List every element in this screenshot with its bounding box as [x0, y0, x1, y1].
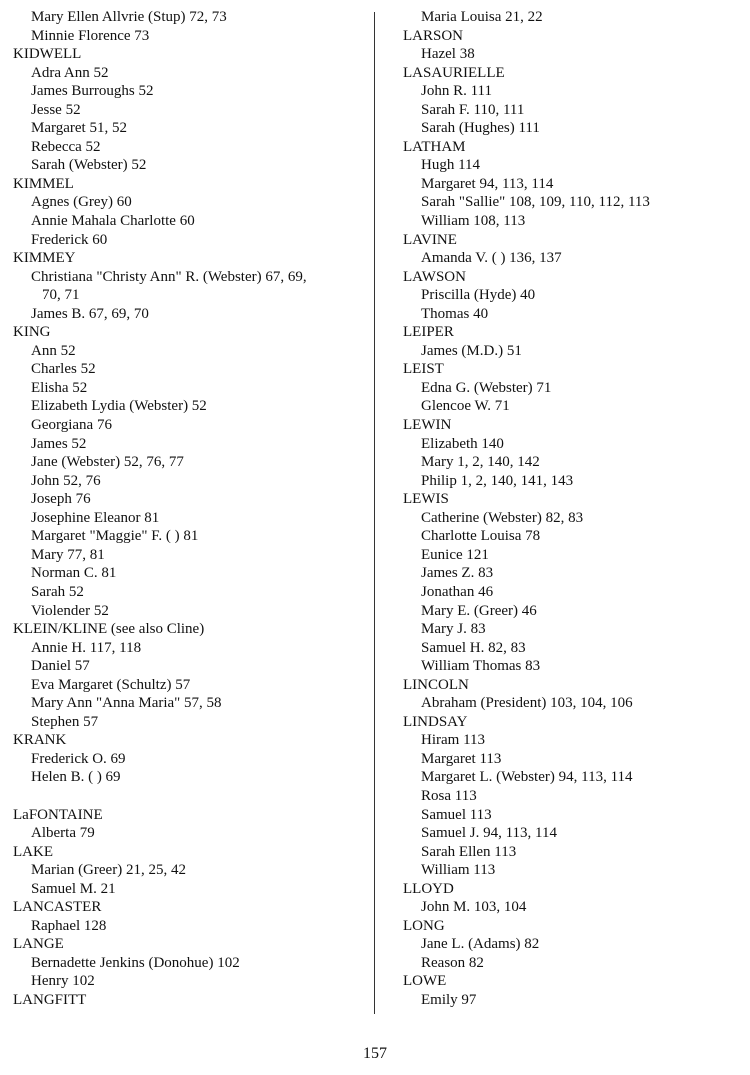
index-entry: Alberta 79	[31, 825, 95, 842]
index-entry: Annie Mahala Charlotte 60	[31, 213, 195, 230]
index-entry: Edna G. (Webster) 71	[421, 379, 552, 396]
surname-heading: LOWE	[403, 973, 447, 990]
surname-heading: LINCOLN	[403, 676, 469, 693]
index-entry: Annie H. 117, 118	[31, 639, 142, 656]
surname-heading: LONG	[403, 917, 445, 934]
index-entry: Samuel H. 82, 83	[421, 639, 526, 656]
index-entry: Frederick 60	[31, 231, 108, 248]
surname-heading: KIMMEY	[13, 250, 76, 267]
index-entry: Samuel 113	[421, 806, 492, 823]
index-entry: Marian (Greer) 21, 25, 42	[31, 862, 186, 879]
index-entry: William 113	[421, 862, 496, 879]
index-entry: Margaret 51, 52	[31, 120, 127, 137]
surname-heading: LEIPER	[403, 324, 454, 341]
index-entry: Reason 82	[421, 954, 484, 971]
index-entry: Margaret 94, 113, 114	[421, 175, 554, 192]
index-entry: John R. 111	[421, 83, 492, 100]
surname-heading: LANCASTER	[13, 899, 102, 916]
index-entry: Hugh 114	[421, 157, 481, 174]
index-entry: Jonathan 46	[421, 583, 494, 600]
index-entry: Philip 1, 2, 140, 141, 143	[421, 472, 574, 489]
index-entry: Amanda V. ( ) 136, 137	[421, 250, 562, 267]
index-entry: John 52, 76	[31, 472, 101, 489]
index-entry: Sarah F. 110, 111	[421, 101, 525, 118]
index-entry: Emily 97	[421, 991, 477, 1008]
surname-heading: KING	[13, 324, 51, 341]
index-entry: Elizabeth 140	[421, 435, 504, 452]
index-entry: Sarah (Webster) 52	[31, 157, 147, 174]
index-entry: Rosa 113	[421, 787, 477, 804]
surname-heading: LaFONTAINE	[13, 806, 103, 823]
index-entry: Hiram 113	[421, 732, 486, 749]
index-entry: Maria Louisa 21, 22	[421, 9, 543, 25]
index-entry: Violender 52	[31, 602, 109, 619]
index-entry: Raphael 128	[31, 917, 107, 934]
index-entry: Margaret "Maggie" F. ( ) 81	[31, 528, 199, 545]
index-entry: James Burroughs 52	[31, 83, 154, 100]
surname-heading: KIDWELL	[13, 46, 82, 63]
index-entry: Agnes (Grey) 60	[31, 194, 132, 211]
index-entry: Priscilla (Hyde) 40	[421, 287, 536, 304]
index-entry: Bernadette Jenkins (Donohue) 102	[31, 954, 240, 971]
index-entry: Mary 1, 2, 140, 142	[421, 454, 540, 471]
index-entry: Margaret 113	[421, 750, 502, 767]
index-entry: Thomas 40	[421, 305, 489, 322]
surname-heading: KLEIN/KLINE (see also Cline)	[13, 621, 205, 638]
surname-heading: KRANK	[13, 732, 67, 749]
surname-heading: LARSON	[403, 27, 464, 44]
index-entry: John M. 103, 104	[421, 899, 527, 916]
surname-heading: LLOYD	[403, 880, 454, 897]
index-entry-continuation: 70, 71	[42, 287, 80, 304]
index-entry: Jane (Webster) 52, 76, 77	[31, 454, 184, 471]
index-entry: Charlotte Louisa 78	[421, 528, 541, 545]
index-entry: Sarah Ellen 113	[421, 843, 517, 860]
index-entry: Josephine Eleanor 81	[31, 509, 160, 526]
index-entry: Sarah (Hughes) 111	[421, 120, 540, 137]
surname-heading: LASAURIELLE	[403, 64, 505, 81]
index-entry: Helen B. ( ) 69	[31, 769, 121, 786]
surname-heading: LEWIN	[403, 417, 452, 434]
index-column-right	[403, 8, 743, 1010]
index-entry: Hazel 38	[421, 46, 475, 63]
index-entry: Catherine (Webster) 82, 83	[421, 509, 584, 526]
index-entry: Henry 102	[31, 973, 95, 990]
index-entry: Elisha 52	[31, 379, 88, 396]
index-entry: James Z. 83	[421, 565, 494, 582]
index-entry: Frederick O. 69	[31, 750, 126, 767]
surname-heading: LEIST	[403, 361, 444, 378]
index-entry: Mary E. (Greer) 46	[421, 602, 537, 619]
index-entry: Samuel J. 94, 113, 114	[421, 825, 557, 842]
index-entry: Abraham (President) 103, 104, 106	[421, 695, 633, 712]
surname-heading: KIMMEL	[13, 175, 74, 192]
index-entry: Elizabeth Lydia (Webster) 52	[31, 398, 207, 415]
index-entry: Ann 52	[31, 342, 76, 359]
index-entry: William Thomas 83	[421, 658, 541, 675]
index-entry: Mary Ann "Anna Maria" 57, 58	[31, 695, 222, 712]
column-divider	[374, 12, 375, 1014]
index-column-left	[13, 8, 368, 1010]
index-entry: Jane L. (Adams) 82	[421, 936, 540, 953]
index-entry: James 52	[31, 435, 87, 452]
surname-heading: LAWSON	[403, 268, 466, 285]
index-entry: Eunice 121	[421, 546, 489, 563]
surname-heading: LANGE	[13, 936, 64, 953]
index-entry: Sarah "Sallie" 108, 109, 110, 112, 113	[421, 194, 650, 211]
index-entry: James B. 67, 69, 70	[31, 305, 149, 322]
index-entry: Mary 77, 81	[31, 546, 105, 563]
index-entry: Georgiana 76	[31, 417, 112, 434]
index-entry: Minnie Florence 73	[31, 27, 150, 44]
blank-line	[13, 787, 368, 806]
index-entry: Adra Ann 52	[31, 64, 109, 81]
index-entry: Sarah 52	[31, 583, 84, 600]
index-entry: Margaret L. (Webster) 94, 113, 114	[421, 769, 633, 786]
index-entry: Christiana "Christy Ann" R. (Webster) 67, 69,	[31, 268, 307, 285]
surname-heading: LAVINE	[403, 231, 457, 248]
page-number: 157	[363, 1045, 387, 1062]
index-entry: Mary Ellen Allvrie (Stup) 72, 73	[31, 9, 227, 25]
index-entry: Stephen 57	[31, 713, 99, 730]
surname-heading: LEWIS	[403, 491, 449, 508]
index-entry: Glencoe W. 71	[421, 398, 510, 415]
index-entry: James (M.D.) 51	[421, 342, 522, 359]
index-entry: Charles 52	[31, 361, 96, 378]
index-entry: Eva Margaret (Schultz) 57	[31, 676, 191, 693]
index-entry: Joseph 76	[31, 491, 91, 508]
surname-heading: LINDSAY	[403, 713, 468, 730]
index-entry: Rebecca 52	[31, 138, 101, 155]
index-entry: William 108, 113	[421, 213, 526, 230]
index-entry: Jesse 52	[31, 101, 81, 118]
surname-heading: LAKE	[13, 843, 53, 860]
index-entry: Mary J. 83	[421, 621, 486, 638]
surname-heading: LATHAM	[403, 138, 466, 155]
index-entry: Daniel 57	[31, 658, 90, 675]
index-entry: Samuel M. 21	[31, 880, 116, 897]
surname-heading: LANGFITT	[13, 991, 87, 1008]
index-entry: Norman C. 81	[31, 565, 117, 582]
